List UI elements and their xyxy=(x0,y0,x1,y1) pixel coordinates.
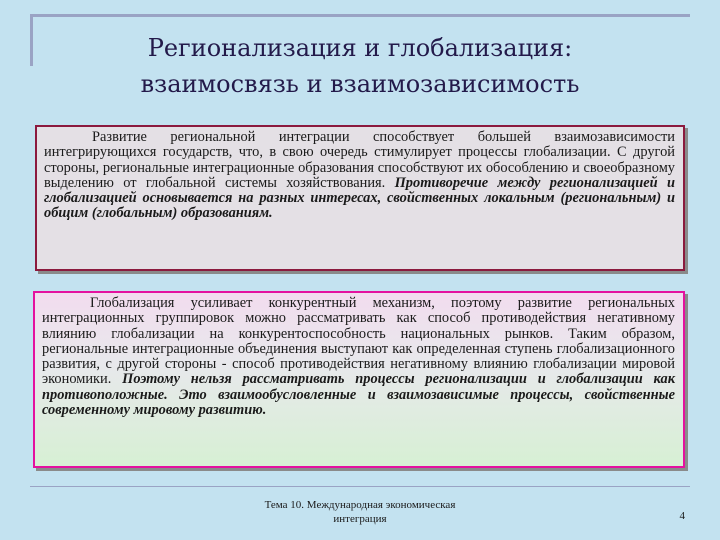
footer-topic xyxy=(240,498,480,526)
text-box-regional-integration xyxy=(35,125,685,271)
footer-topic-line-1: Тема 10. Международная экономическая xyxy=(264,499,456,511)
text-box-globalization xyxy=(33,291,685,468)
paragraph-1 xyxy=(44,130,675,222)
footer-topic-line-2: интеграция xyxy=(333,513,387,525)
decorative-horizontal-line xyxy=(30,14,690,17)
paragraph-1-emphasis: Противоречие между регионализацией и глобализацией основывается на разных интересах, свойственных локальным (региональным) и общим (глобальным) образованиям. xyxy=(44,174,676,222)
paragraph-1-text: Развитие региональной интеграции способствует большей взаимозависимости интегрирующихся государств, что, в свою очередь стимулирует процессы глобализации. С другой стороны, региональные интеграционные образования способствуют их обособлению и своеобразному выделению от глобальной системы хозяйствования. xyxy=(44,129,675,191)
footer-divider xyxy=(30,486,690,487)
title-line-1: Регионализация и глобализация: xyxy=(147,34,573,62)
decorative-vertical-line xyxy=(30,14,33,66)
slide-title xyxy=(40,30,680,102)
paragraph-2 xyxy=(42,296,675,418)
paragraph-2-text: Глобализация усиливает конкурентный механизм, поэтому развитие региональных интеграционных группировок можно рассматривать как способ противодействия негативному влиянию глобализации на конкурентоспособность национальных рынков. Таким образом, региональные интеграционные объединения выступают как определенная ступень глобализационного развития, с другой стороны - способ противодействия негативному влиянию глобализации мировой экономики. xyxy=(42,295,675,388)
page-number: 4 xyxy=(679,510,685,522)
title-line-2: взаимосвязь и взаимозависимость xyxy=(140,70,580,98)
paragraph-2-emphasis: Поэтому нельзя рассматривать процессы регионализации и глобализации как противоположные. Это взаимообусловленные и взаимозависимые процессы, свойственные современному мировому развитию. xyxy=(42,371,675,419)
